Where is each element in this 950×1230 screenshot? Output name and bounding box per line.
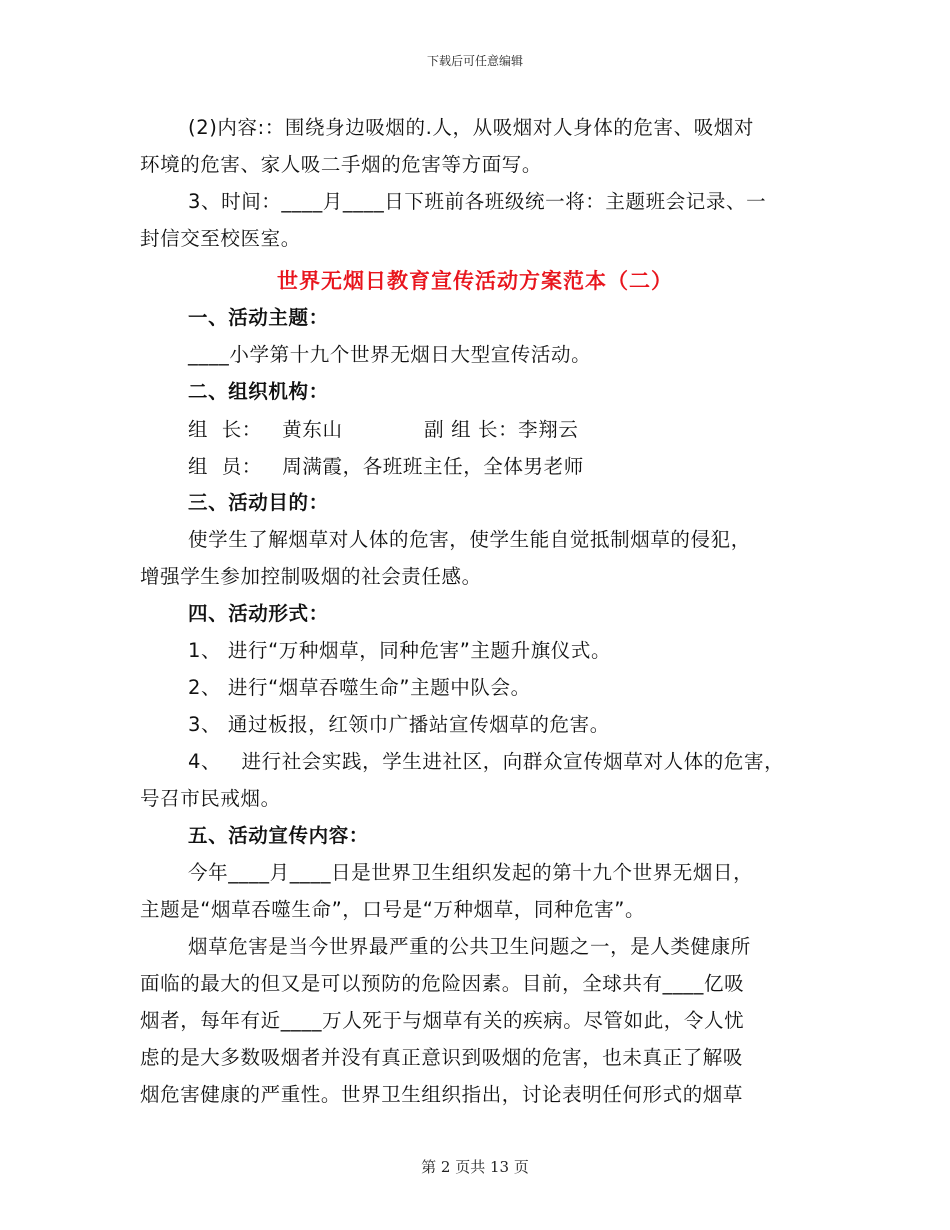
content-line: 使学生了解烟草对人体的危害，使学生能自觉抵制烟草的侵犯， bbox=[188, 528, 751, 551]
heading-activity-theme: 一、活动主题： bbox=[188, 306, 329, 329]
list-item: 1、 进行“万种烟草，同种危害”主题升旗仪式。 bbox=[188, 639, 612, 662]
org-leader-line: 组 长： 黄东山 副 组 长：李翔云 bbox=[188, 418, 579, 441]
content-line: 虑的是大多数吸烟者并没有真正意识到吸烟的危害，也未真正了解吸 bbox=[140, 1046, 744, 1069]
content-line: 3、时间：____月____日下班前各班级统一将：主题班会记录、一 bbox=[188, 190, 767, 213]
list-item: 3、 通过板报，红领巾广播站宣传烟草的危害。 bbox=[188, 713, 610, 736]
heading-activity-form: 四、活动形式： bbox=[188, 602, 329, 625]
org-members-line: 组 员： 周满霞，各班班主任，全体男老师 bbox=[188, 455, 584, 478]
list-item: 4、 进行社会实践，学生进社区，向群众宣传烟草对人体的危害， bbox=[188, 750, 785, 773]
content-line: 号召市民戒烟。 bbox=[140, 787, 281, 810]
content-line: 今年____月____日是世界卫生组织发起的第十九个世界无烟日， bbox=[188, 861, 754, 884]
heading-activity-purpose: 三、活动目的： bbox=[188, 491, 329, 514]
content-line: 环境的危害、家人吸二手烟的危害等方面写。 bbox=[140, 153, 543, 176]
content-line: 主题是“烟草吞噬生命”，口号是“万种烟草，同种危害”。 bbox=[140, 898, 646, 921]
heading-organization: 二、组织机构： bbox=[188, 380, 329, 403]
content-line: 烟者，每年有近____万人死于与烟草有关的疾病。尽管如此，令人忧 bbox=[140, 1009, 745, 1032]
page-header: 下载后可任意编辑 bbox=[426, 54, 523, 68]
content-line: 烟草危害是当今世界最严重的公共卫生问题之一，是人类健康所 bbox=[188, 935, 751, 958]
content-line: 烟危害健康的严重性。世界卫生组织指出，讨论表明任何形式的烟草 bbox=[140, 1083, 744, 1106]
content-line: 封信交至校医室。 bbox=[140, 227, 301, 250]
heading-publicity-content: 五、活动宣传内容： bbox=[188, 824, 369, 847]
content-line: 面临的最大的但又是可以预防的危险因素。目前，全球共有____亿吸 bbox=[140, 972, 745, 995]
list-item: 2、 进行“烟草吞噬生命”主题中队会。 bbox=[188, 676, 531, 699]
page-footer: 第 2 页共 13 页 bbox=[421, 1158, 529, 1176]
content-line: (2)内容:：围绕身边吸烟的.人，从吸烟对人身体的危害、吸烟对 bbox=[188, 116, 754, 139]
content-line: 增强学生参加控制吸烟的社会责任感。 bbox=[140, 565, 482, 588]
content-line: ____小学第十九个世界无烟日大型宣传活动。 bbox=[188, 343, 592, 366]
section-title: 世界无烟日教育宣传活动方案范本（二） bbox=[277, 269, 673, 293]
